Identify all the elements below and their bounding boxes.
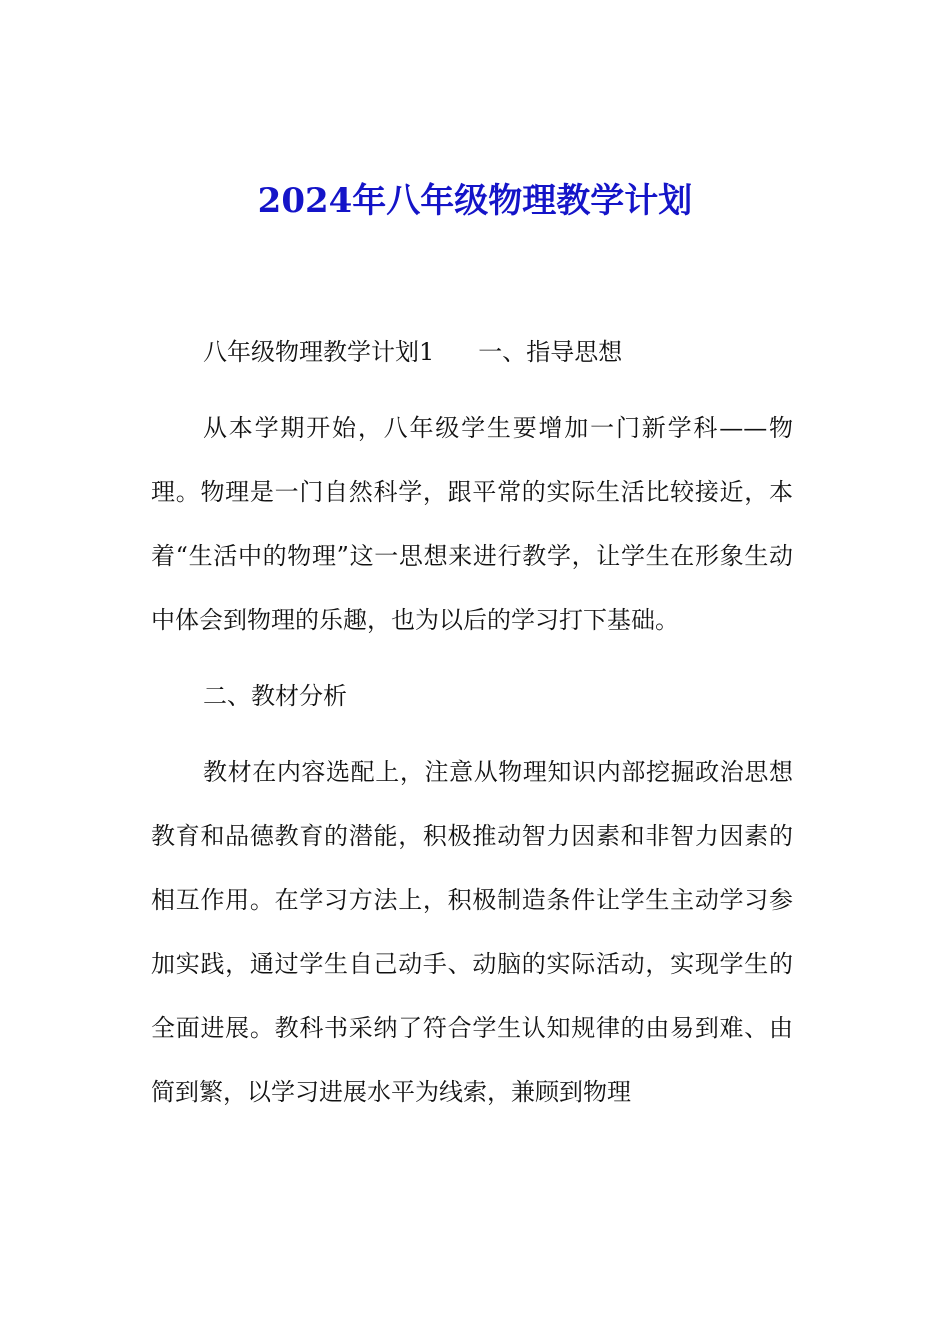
paragraph-textbook-analysis: 教材在内容选配上，注意从物理知识内部挖掘政治思想教育和品德教育的潜能，积极推动智力因素和非智力因素的相互作用。在学习方法上，积极制造条件让学生主动学习参加实践，通过学生自己动手、动脑的实际活动，实现学生的全面进展。教科书采纳了符合学生认知规律的由易到难、由简到繁，以学习进展水平为线索，兼顾到物理 — [151, 758, 793, 1106]
paragraph-guiding-thought: 从本学期开始，八年级学生要增加一门新学科——物理。物理是一门自然科学，跟平常的实际生活比较接近，本着“生活中的物理”这一思想来进行教学，让学生在形象生动中体会到物理的乐趣，也为以后的学习打下基础。 — [151, 414, 793, 634]
plan-label: 八年级物理教学计划1 — [203, 338, 435, 366]
section-heading-textbook-analysis: 二、教材分析 — [203, 682, 347, 710]
paragraph-plan-heading — [151, 320, 793, 384]
section-heading-guiding-thought: 一、指导思想 — [478, 338, 623, 366]
document-body — [151, 320, 793, 1124]
document-title: 2024年八年级物理教学计划 — [257, 181, 693, 221]
